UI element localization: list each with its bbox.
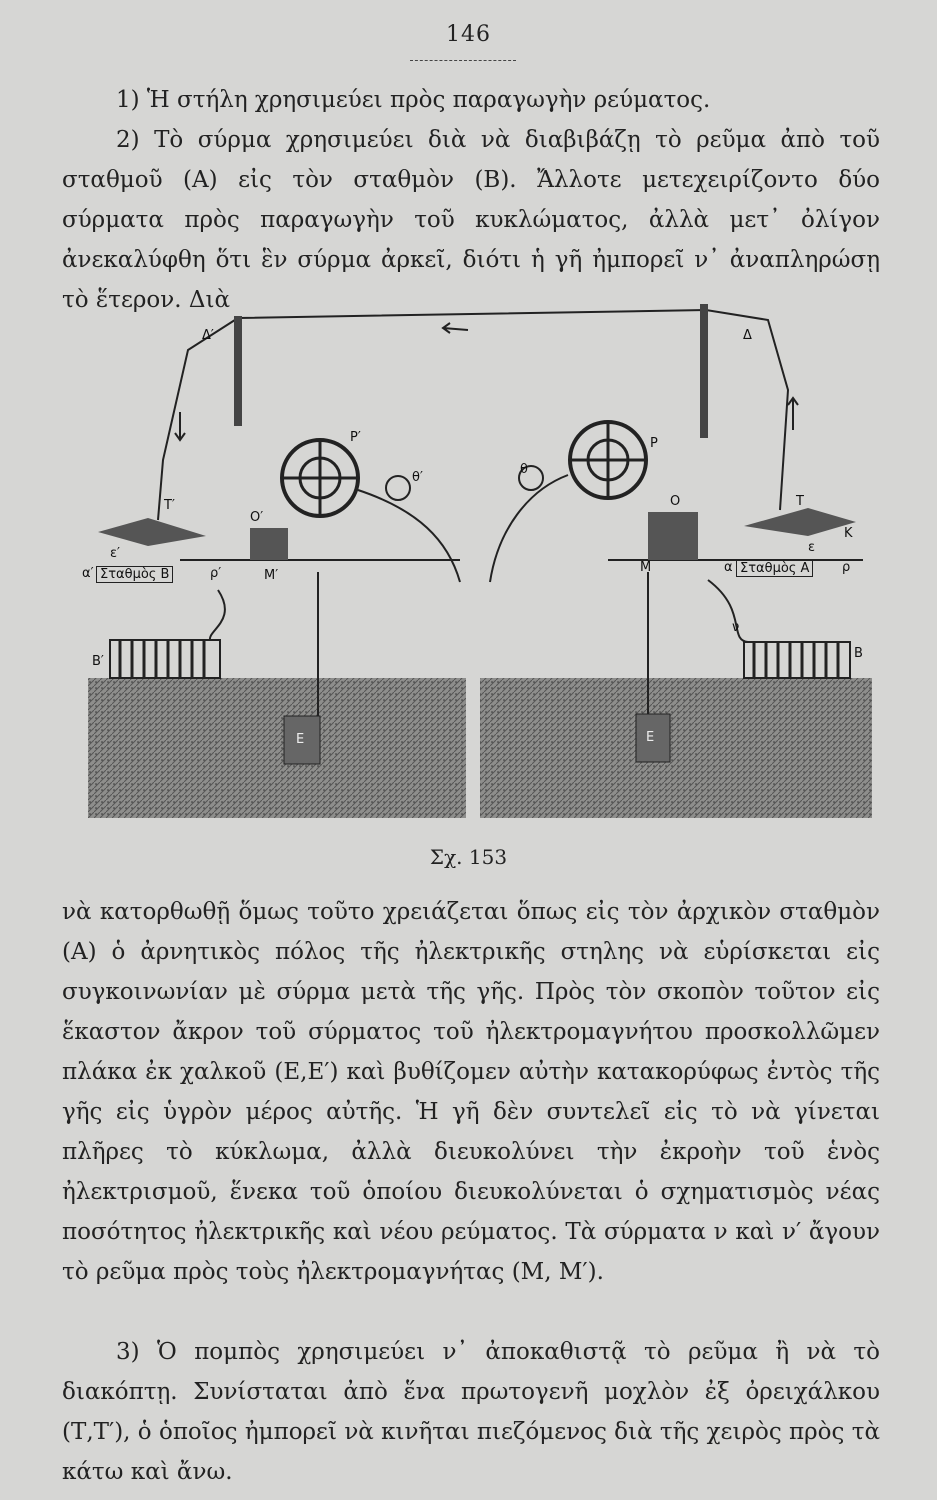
telegraph-figure (82, 290, 874, 842)
label-omicron-right: Ο (670, 494, 681, 509)
label-tau-right: Τ (796, 494, 804, 509)
label-alpha-right: α (724, 560, 733, 575)
label-nu: ν (732, 620, 740, 635)
page-number-rule (410, 60, 516, 61)
label-omicron-left: Ο′ (250, 510, 264, 525)
label-rho-left: Ρ′ (350, 430, 361, 445)
label-plate-right: Ε (646, 730, 655, 745)
label-rho-right: Ρ (650, 436, 658, 451)
paragraph-stele: 1) Ἡ στήλη χρησιμεύει πρὸς παραγωγὴν ρεύματος. (116, 87, 711, 113)
label-kappa: Κ (844, 526, 853, 541)
label-epsilon-small-right: ε (808, 540, 816, 555)
magnet-left (250, 528, 288, 560)
figure-caption: Σχ. 153 (429, 845, 508, 869)
station-a-label: Σταθμὸς Α (736, 560, 813, 577)
pole-left (234, 316, 242, 426)
arrow-right (788, 398, 798, 430)
label-theta-right: θ (520, 462, 528, 477)
label-delta-left: Δ′ (202, 328, 214, 343)
arrow-left (175, 412, 185, 440)
label-beta-right: Β (854, 646, 863, 661)
paragraph-earth: νὰ κατορθωθῇ ὅμως τοῦτο χρειάζεται ὅπως εἰς τὸν ἀρχικὸν σταθμὸν (Α) ὁ ἀρνητικὸς πόλος τῆς ἠλεκτρικῆς στηλης νὰ εὑρίσκεται εἰς συγκοινωνίαν μὲ σύρμα μετὰ τῆς γῆς. Πρὸς τὸν σκοπὸν τοῦτον εἰς ἕκαστον ἄκρον τοῦ σύρματος τοῦ ἠλεκτρομαγνήτου προσκολλῶμεν πλάκα ἐκ χαλκοῦ (Ε,Ε′) καὶ βυθίζομεν αὐτὴν κατακορύφως ἐντὸς τῆς γῆς εἰς ὑγρὸν μέρος αὐτῆς. Ἡ γῆ δὲν συντελεῖ εἰς τὸ νὰ γίνεται πλῆρες τὸ κύκλωμα, ἀλλὰ διευκολύνει τὴν ἐκροὴν τοῦ ἑνὸς ἠλεκτρισμοῦ, ἕνεκα τοῦ ὁποίου διευκολύνεται ὁ σχηματισμὸς νέας ποσότητος ἠλεκτρικῆς καὶ νέου ρεύματος. Τὰ σύρματα ν καὶ ν′ ἄγουν τὸ ρεῦμα πρὸς τοὺς ἠλεκτρομαγνήτας (Μ, Μ′). (62, 899, 880, 1285)
station-b-label: Σταθμὸς Β (96, 566, 173, 583)
label-theta-left: θ′ (412, 470, 423, 485)
battery-right (744, 642, 850, 678)
label-delta-right: Δ (743, 328, 752, 343)
key-left (98, 518, 206, 546)
label-alpha-left: α′ (82, 566, 94, 581)
label-m-right: Μ (640, 560, 652, 575)
arrow-top (443, 323, 468, 333)
paragraph-transmitter: 3) Ὁ πομπὸς χρησιμεύει ν᾽ ἀποκαθιστᾷ τὸ ρεῦμα ἢ νὰ τὸ διακόπτῃ. Συνίσταται ἀπὸ ἕνα πρωτογενῆ μοχλὸν ἐξ ὀρειχάλκου (Τ,Τ′), ὁ ὁποῖος ἠμπορεῖ νὰ κινῆται πιεζόμενος διὰ τῆς χειρὸς πρὸς τὰ κάτω καὶ ἄνω. (62, 1339, 880, 1485)
magnet-right (648, 512, 698, 560)
label-plate-left: Ε (296, 732, 305, 747)
pole-right (700, 304, 708, 438)
page-number: 146 (446, 22, 491, 47)
ground-right (480, 678, 872, 818)
label-beta-left: Β′ (92, 654, 104, 669)
paragraph-wire: 2) Τὸ σύρμα χρησιμεύει διὰ νὰ διαβιβάζῃ τὸ ρεῦμα ἀπὸ τοῦ σταθμοῦ (Α) εἰς τὸν σταθμὸν (Β). Ἄλλοτε μετεχειρίζοντο δύο σύρματα πρὸς παραγωγὴν τοῦ κυκλώματος, ἀλλὰ μετ᾽ ὀλίγον ἀνεκαλύφθη ὅτι ἓν σύρμα ἀρκεῖ, διότι ἡ γῆ ἠμπορεῖ ν᾽ ἀναπληρώσῃ τὸ ἕτερον. Διὰ (62, 127, 880, 313)
label-tau-left: Τ′ (164, 498, 175, 513)
label-epsilon-small-left: ε′ (110, 546, 120, 561)
key-right (744, 508, 856, 536)
label-m-left: Μ′ (264, 568, 279, 583)
ground-left (88, 678, 466, 818)
label-p-left: ρ′ (210, 566, 222, 581)
label-p-right: ρ (842, 560, 851, 575)
